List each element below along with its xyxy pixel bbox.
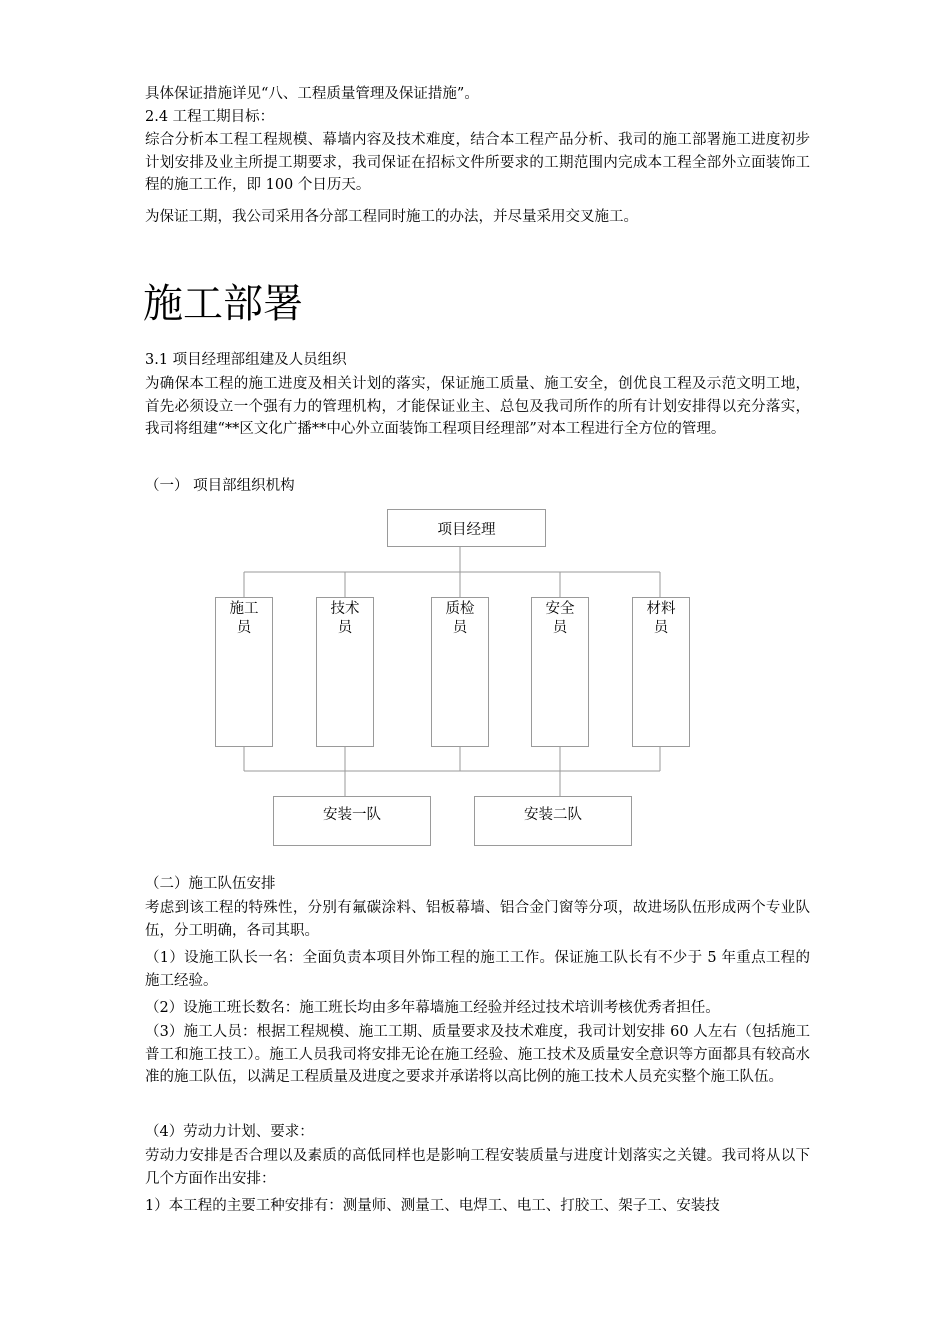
paragraph-group-leaders: （2）设施工班长数名：施工班长均由多年幕墙施工经验并经过技术培训考核优秀者担任。 — [145, 1000, 720, 1016]
subheading-org-structure: （一） 项目部组织机构 — [145, 478, 295, 494]
section-title: 施工部署 — [143, 281, 303, 327]
subheading-project-department: 3.1 项目经理部组建及人员组织 — [145, 352, 347, 368]
org-node-manager — [387, 509, 546, 547]
paragraph-main-trades: 1）本工程的主要工种安排有：测量师、测量工、电焊工、电工、打胶工、架子工、安装技 — [145, 1198, 720, 1214]
org-node-label: 技术员 — [330, 601, 360, 636]
org-node-label: 安全员 — [545, 601, 575, 636]
org-node-label: 安装一队 — [323, 807, 381, 823]
paragraph-schedule-analysis: 综合分析本工程工程规模、幕墙内容及技术难度，结合本工程产品分析、我司的施工部署施工进度初步计划安排及业主所提工期要求，我司保证在招标文件所要求的工期范围内完成本工程全部外立面装饰工程的施工工作，即 100 个日历天。 — [145, 132, 810, 193]
org-node-technical-staff — [316, 597, 374, 747]
org-node-construction-staff — [215, 597, 273, 747]
org-node-quality-inspector — [431, 597, 489, 747]
paragraph-management-setup: 为确保本工程的施工进度及相关计划的落实，保证施工质量、施工安全，创优良工程及示范文明工地，首先必须设立一个强有力的管理机构，才能保证业主、总包及我司所作的所有计划安排得以充分落实，我司将组建“**区文化广播**中心外立面装饰工程项目经理部”对本工程进行全方位的管理。 — [145, 376, 810, 437]
paragraph-schedule-guarantee: 为保证工期，我公司采用各分部工程同时施工的办法，并尽量采用交叉施工。 — [145, 209, 638, 225]
subheading-schedule-target: 2.4 工程工期目标： — [145, 109, 275, 125]
paragraph-labor-arrangement: 劳动力安排是否合理以及素质的高低同样也是影响工程安装质量与进度计划落实之关键。我司将从以下几个方面作出安排： — [145, 1148, 810, 1187]
paragraph-special-teams: 考虑到该工程的特殊性，分别有氟碳涂料、铝板幕墙、铝合金门窗等分项，故进场队伍形成两个专业队伍，分工明确，各司其职。 — [145, 900, 810, 939]
org-node-label: 施工员 — [229, 601, 259, 636]
subheading-labor-plan: （4）劳动力计划、要求： — [145, 1124, 314, 1140]
paragraph-team-leader: （1）设施工队长一名：全面负责本项目外饰工程的施工工作。保证施工队长有不少于 5 年重点工程的施工经验。 — [145, 950, 810, 989]
paragraph-quality-reference: 具体保证措施详见“八、工程质量管理及保证措施”。 — [145, 86, 479, 102]
org-node-label: 材料员 — [646, 601, 676, 636]
org-node-label: 安装二队 — [524, 807, 582, 823]
org-node-install-team-1 — [273, 796, 431, 846]
org-node-safety-officer — [531, 597, 589, 747]
org-node-materials-officer — [632, 597, 690, 747]
org-node-label: 质检员 — [445, 601, 475, 636]
paragraph-workers: （3）施工人员：根据工程规模、施工工期、质量要求及技术难度，我司计划安排 60 人左右（包括施工普工和施工技工）。施工人员我司将安排无论在施工经验、施工技术及质量安全意识等方面都具有较高水准的施工队伍，以满足工程质量及进度之要求并承诺将以高比例的施工技术人员充实整个施工队伍。 — [145, 1024, 810, 1085]
org-node-manager-label: 项目经理 — [437, 521, 496, 538]
subheading-team-arrangement: （二）施工队伍安排 — [145, 876, 276, 892]
org-node-install-team-2 — [474, 796, 632, 846]
